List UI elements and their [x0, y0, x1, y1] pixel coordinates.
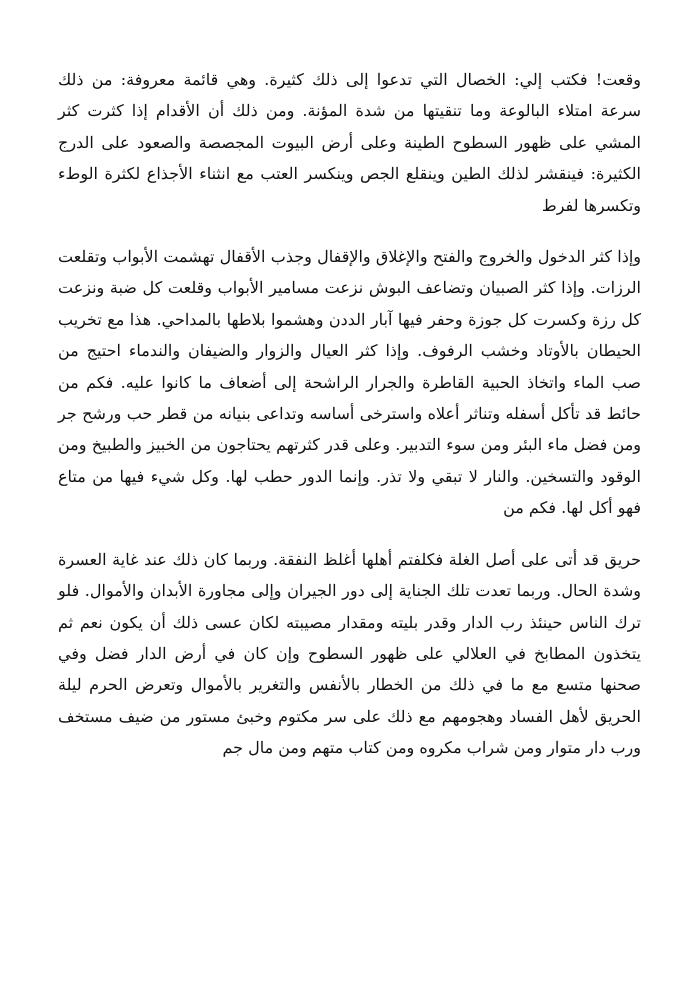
document-page [58, 64, 641, 764]
paragraph-3: حريق قد أتى على أصل الغلة فكلفتم أهلها أغلظ النفقة. وربما كان ذلك عند غاية العسرة وشدة الحال. وربما تعدت تلك الجناية إلى دور الجيران وإلى مجاورة الأبدان والأموال. فلو ترك الناس حينئذ رب الدار وقدر بليته ومقدار مصيبته لكان عسى ذلك أن يكون نعم ثم يتخذون المطابخ في العلالي على ظهور السطوح وإن كان في أرض الدار فضل وفي صحنها متسع مع ما في ذلك من الخطار بالأنفس والتغرير بالأموال وتعرض الحرم ليلة الحريق لأهل الفساد وهجومهم مع ذلك على سر مكتوم وخبئ مستور من ضيف مستخف ورب دار متوار ومن شراب مكروه ومن كتاب متهم ومن مال جم [58, 549, 642, 758]
paragraph-1: وقعت! فكتب إلي: الخصال التي تدعوا إلى ذلك كثيرة. وهي قائمة معروفة: من ذلك سرعة امتلاء البالوعة وما تنقيتها من شدة المؤنة. ومن ذلك أن الأقدام إذا كثرت كثر المشي على ظهور السطوح الطينة وعلى أرض البيوت المجصصة والصعود على الدرج الكثيرة: فينقشر لذلك الطين وينقلع الجص وينكسر العتب مع انثناء الأجذاع لكثرة الوطء وتكسرها لفرط [58, 70, 641, 215]
paragraph-2: وإذا كثر الدخول والخروج والفتح والإغلاق والإقفال وجذب الأقفال تهشمت الأبواب وتقلعت الرزات. وإذا كثر الصبيان وتضاعف البوش نزعت مسامير الأبواب وقلعت كل ضبة ونزعت كل رزة وكسرت كل جوزة وحفر فيها آبار الددن وهشموا بلاطها بالمداحي. هذا مع تخريب الحيطان بالأوتاد وخشب الرفوف. وإذا كثر العيال والزوار والضيفان والندماء احتيج من صب الماء واتخاذ الحبية القاطرة والجرار الراشحة إلى أضعاف ما كانوا عليه. فكم من حائط قد تأكل أسفله وتناثر أعلاه واسترخى أساسه وتداعى بنيانه من قطر حب ورشح جر ومن فضل ماء البئر ومن سوء التدبير. وعلى قدر كثرتهم يحتاجون من الخبيز والطبيخ ومن الوقود والتسخين. والنار لا تبقي ولا تذر. وإنما الدور حطب لها. وكل شيء فيها من متاع فهو أكل لها. فكم من [58, 247, 642, 518]
